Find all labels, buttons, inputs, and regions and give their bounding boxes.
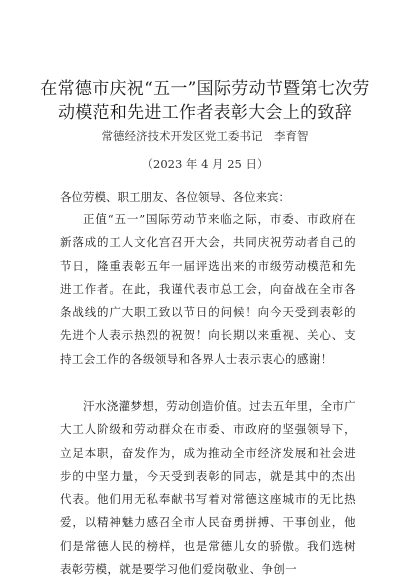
speech-date: （2023 年 4 月 25 日）	[141, 157, 269, 171]
author-byline: 常德经济技术开发区党工委书记 李育智	[101, 129, 309, 143]
salutation: 各位劳模、职工朋友、各位领导、各位来宾：	[60, 190, 290, 204]
document-title-line-1: 在常德市庆祝“五一”国际劳动节暨第七次劳	[40, 79, 370, 99]
body-paragraph-2: 汗水浇灌梦想，劳动创造价值。过去五年里，全市广大工人阶级和劳动群众在市委、市政府的坚强领导下，立足本职，奋发作为，成为推动全市经济发展和社会进步的中坚力量，今天受到表彰的同志，就是其中的杰出代表。他们用无私奉献书写着对常德这座城市的无比热爱，以精神魅力感召全市人民奋勇拼搏、干事创业，他们是常德人民的榜样，也是常德儿女的骄傲。我们选树表彰劳模，就是要学习他们爱岗敬业、争创一	[60, 399, 356, 577]
body-paragraph-1: 正值“五一”国际劳动节来临之际，市委、市政府在新落成的工人文化宫召开大会，共同庆祝劳动者自己的节日，隆重表彰五年一届评选出来的市级劳动模范和先进工作者。在此，我谨代表市总工会，向奋战在全市各条战线的广大职工致以节日的问候！向今天受到表彰的先进个人表示热烈的祝贺！向长期以来重视、关心、支持工会工作的各级领导和各界人士表示衷心的感谢！	[60, 212, 356, 366]
document-title-line-2: 动模范和先进工作者表彰大会上的致辞	[57, 103, 353, 123]
